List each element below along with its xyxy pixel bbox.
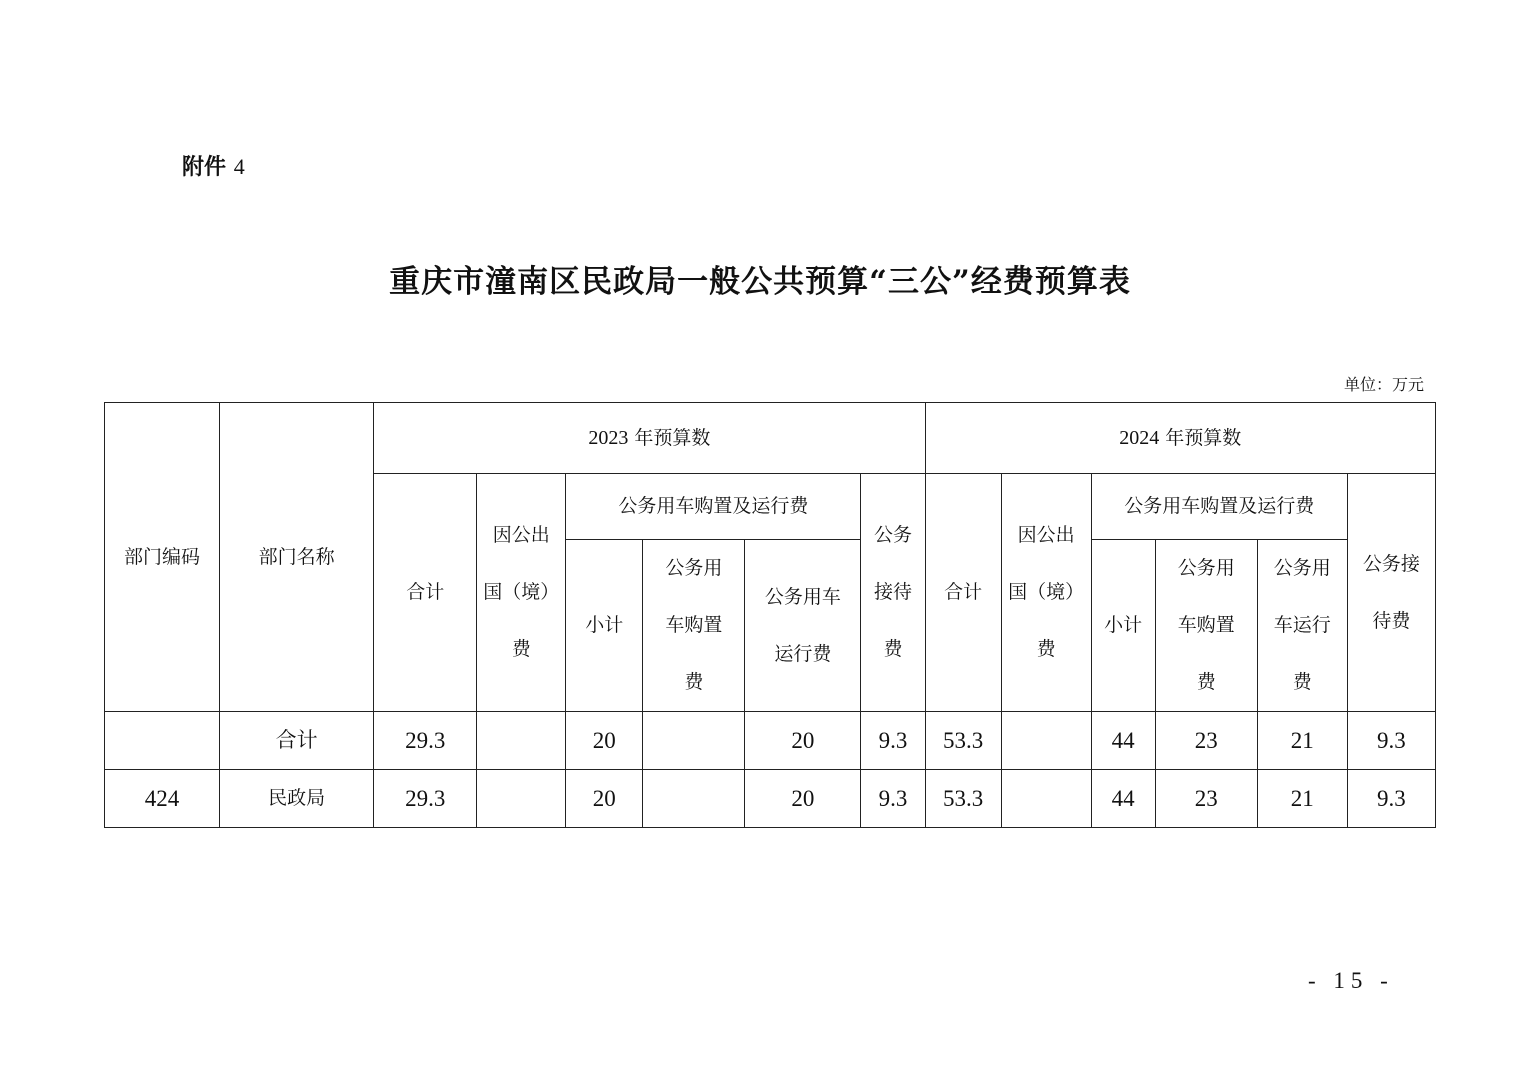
running-2023-line1: 公务用车	[764, 585, 841, 608]
row-code	[105, 712, 220, 770]
header-year-2024	[925, 403, 1435, 474]
purchase-2023-line1: 公务用	[665, 557, 723, 579]
cell-reception-2024: 9.3	[1347, 770, 1435, 828]
cell-abroad-2024	[1001, 712, 1091, 770]
header-dept-code: 部门编码	[105, 403, 220, 712]
cell-purchase-2024: 23	[1155, 770, 1257, 828]
document-title: 重庆市潼南区民政局一般公共预算“三公”经费预算表	[389, 264, 1131, 300]
abroad-2024-line2: 国（境）	[1008, 581, 1085, 603]
budget-table	[104, 402, 1436, 828]
header-abroad-2023	[477, 474, 566, 712]
running-2024-line2: 车运行	[1273, 614, 1331, 636]
header-reception-2024	[1347, 474, 1435, 712]
cell-total-2023: 29.3	[374, 770, 477, 828]
running-2024-line3: 费	[1292, 671, 1312, 693]
header-running-2024	[1257, 540, 1347, 712]
cell-subtotal-2024: 44	[1091, 712, 1155, 770]
page-number: - 15 -	[1308, 968, 1394, 993]
purchase-2023-line2: 车购置	[665, 614, 723, 636]
cell-running-2024: 21	[1257, 770, 1347, 828]
purchase-2024-line2: 车购置	[1177, 614, 1235, 636]
cell-running-2023: 20	[745, 712, 861, 770]
cell-abroad-2024	[1001, 770, 1091, 828]
abroad-2023-line3: 费	[511, 638, 531, 660]
cell-abroad-2023	[477, 712, 566, 770]
cell-purchase-2023	[643, 770, 745, 828]
cell-subtotal-2023: 20	[566, 770, 643, 828]
header-vehicle-2023: 公务用车购置及运行费	[566, 474, 861, 540]
cell-total-2024: 53.3	[925, 712, 1001, 770]
header-total-2023: 合计	[374, 474, 477, 712]
row-code: 424	[105, 770, 220, 828]
reception-2023-line3: 费	[883, 638, 903, 660]
reception-2023-line1: 公务	[874, 524, 913, 546]
header-purchase-2024	[1155, 540, 1257, 712]
cell-abroad-2023	[477, 770, 566, 828]
abroad-2024-line1: 因公出	[1017, 524, 1075, 546]
header-vehicle-2024: 公务用车购置及运行费	[1091, 474, 1347, 540]
header-running-2023	[745, 540, 861, 712]
row-name: 合计	[220, 712, 374, 770]
abroad-2024-line3: 费	[1036, 638, 1056, 660]
year-2023-suffix: 年预算数	[628, 426, 711, 449]
attachment-number: 4	[233, 154, 245, 179]
attachment-text: 附件	[182, 155, 227, 180]
reception-2024-line2: 待费	[1372, 609, 1411, 632]
header-subtotal-2023: 小计	[566, 540, 643, 712]
header-reception-2023	[861, 474, 925, 712]
purchase-2024-line1: 公务用	[1177, 557, 1235, 579]
reception-2023-line2: 接待	[874, 581, 913, 603]
year-2024-suffix: 年预算数	[1159, 426, 1242, 449]
header-dept-name: 部门名称	[220, 403, 374, 712]
cell-purchase-2023	[643, 712, 745, 770]
cell-total-2023: 29.3	[374, 712, 477, 770]
cell-running-2023: 20	[745, 770, 861, 828]
table-row	[105, 770, 1436, 828]
header-total-2024: 合计	[925, 474, 1001, 712]
cell-subtotal-2024: 44	[1091, 770, 1155, 828]
unit-label: 单位：万元	[1343, 375, 1424, 394]
cell-purchase-2024: 23	[1155, 712, 1257, 770]
header-abroad-2024	[1001, 474, 1091, 712]
cell-reception-2024: 9.3	[1347, 712, 1435, 770]
running-2023-line2: 运行费	[774, 642, 832, 665]
cell-subtotal-2023: 20	[566, 712, 643, 770]
year-2023: 2023	[588, 426, 629, 449]
abroad-2023-line2: 国（境）	[483, 581, 560, 603]
purchase-2023-line3: 费	[684, 671, 704, 693]
cell-reception-2023: 9.3	[861, 712, 925, 770]
attachment-label	[182, 150, 245, 181]
row-name: 民政局	[220, 770, 374, 828]
table-row	[105, 712, 1436, 770]
abroad-2023-line1: 因公出	[492, 524, 550, 546]
cell-reception-2023: 9.3	[861, 770, 925, 828]
reception-2024-line1: 公务接	[1362, 552, 1420, 575]
year-2024: 2024	[1119, 426, 1160, 449]
running-2024-line1: 公务用	[1273, 557, 1331, 579]
purchase-2024-line3: 费	[1196, 671, 1216, 693]
header-subtotal-2024: 小计	[1091, 540, 1155, 712]
header-year-2023	[374, 403, 925, 474]
header-purchase-2023	[643, 540, 745, 712]
cell-total-2024: 53.3	[925, 770, 1001, 828]
cell-running-2024: 21	[1257, 712, 1347, 770]
